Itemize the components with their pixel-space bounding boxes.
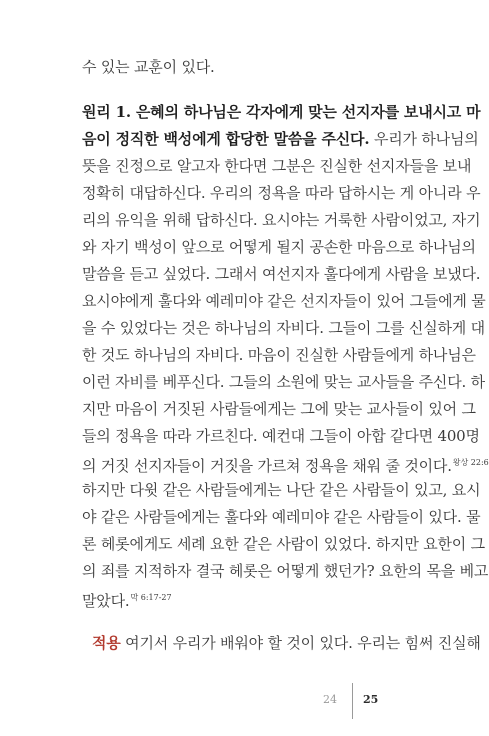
body-line: 지만 마음이 거짓된 사람들에게는 그에 맞는 교사들이 있어 그 — [82, 400, 476, 418]
page-number-left: 24 — [323, 693, 337, 706]
body-line: 리의 유익을 위해 답하신다. 요시야는 거룩한 사람이었고, 자기 — [82, 211, 481, 229]
scripture-reference: 막 6:17-27 — [130, 593, 172, 602]
principle-continuation: 우리가 하나님의 — [373, 130, 479, 148]
scripture-reference: 왕상 22:6 — [452, 458, 489, 467]
folio-divider — [352, 683, 353, 719]
body-line-with-reference — [82, 589, 402, 610]
body-line: 뜻을 진정으로 알고자 한다면 그분은 진실한 선지자들을 보내 — [82, 157, 472, 175]
body-line: 정확히 대답하신다. 우리의 정욕을 따라 답하시는 게 아니라 우 — [82, 184, 481, 202]
body-line: 말씀을 듣고 싶었다. 그래서 여선지자 훌다에게 사람을 보냈다. — [82, 265, 481, 283]
body-line: 의 죄를 지적하자 결국 헤롯은 어떻게 했던가? 요한의 목을 베고 — [82, 562, 489, 580]
body-line: 이런 자비를 베푸신다. 그들의 소원에 맞는 교사들을 주신다. 하 — [82, 373, 485, 391]
body-line-text: 말았다. — [82, 592, 130, 610]
page-number-right: 25 — [363, 693, 379, 706]
top-line: 수 있는 교훈이 있다. — [82, 58, 215, 76]
principle-heading-tail: 음이 정직한 백성에게 합당한 말씀을 주신다. — [82, 130, 370, 148]
principle-heading-line-1: 원리 1. 은혜의 하나님은 각자에게 맞는 선지자를 보내시고 마 — [82, 103, 481, 121]
body-line: 야 같은 사람들에게는 훌다와 예레미야 같은 사람들이 있다. 물 — [82, 508, 481, 526]
body-line: 요시야에게 훌다와 예레미야 같은 선지자들이 있어 그들에게 물 — [82, 292, 486, 310]
body-line: 와 자기 백성이 앞으로 어떻게 될지 공손한 마음으로 하나님의 — [82, 238, 476, 256]
application-text: 여기서 우리가 배워야 할 것이 있다. 우리는 힘써 진실해 — [125, 634, 481, 652]
body-line: 들의 정욕을 따라 가르친다. 예컨대 그들이 아합 같다면 400명 — [82, 427, 480, 445]
body-line: 론 헤롯에게도 세례 요한 같은 사람이 있었다. 하지만 요한이 그 — [82, 535, 485, 553]
principle-heading-line-2 — [82, 130, 479, 148]
application-label: 적용 — [92, 634, 121, 652]
body-line: 한 것도 하나님의 자비다. 마음이 진실한 사람들에게 하나님은 — [82, 346, 476, 364]
body-line-text: 의 거짓 선지자들이 거짓을 가르쳐 정욕을 채워 줄 것이다. — [82, 457, 452, 475]
body-line: 을 수 있었다는 것은 하나님의 자비다. 그들이 그를 신실하게 대 — [82, 319, 485, 337]
body-line-with-reference — [82, 454, 489, 475]
body-line: 하지만 다윗 같은 사람들에게는 나단 같은 사람들이 있고, 요시 — [82, 481, 481, 499]
application-line — [92, 634, 481, 652]
